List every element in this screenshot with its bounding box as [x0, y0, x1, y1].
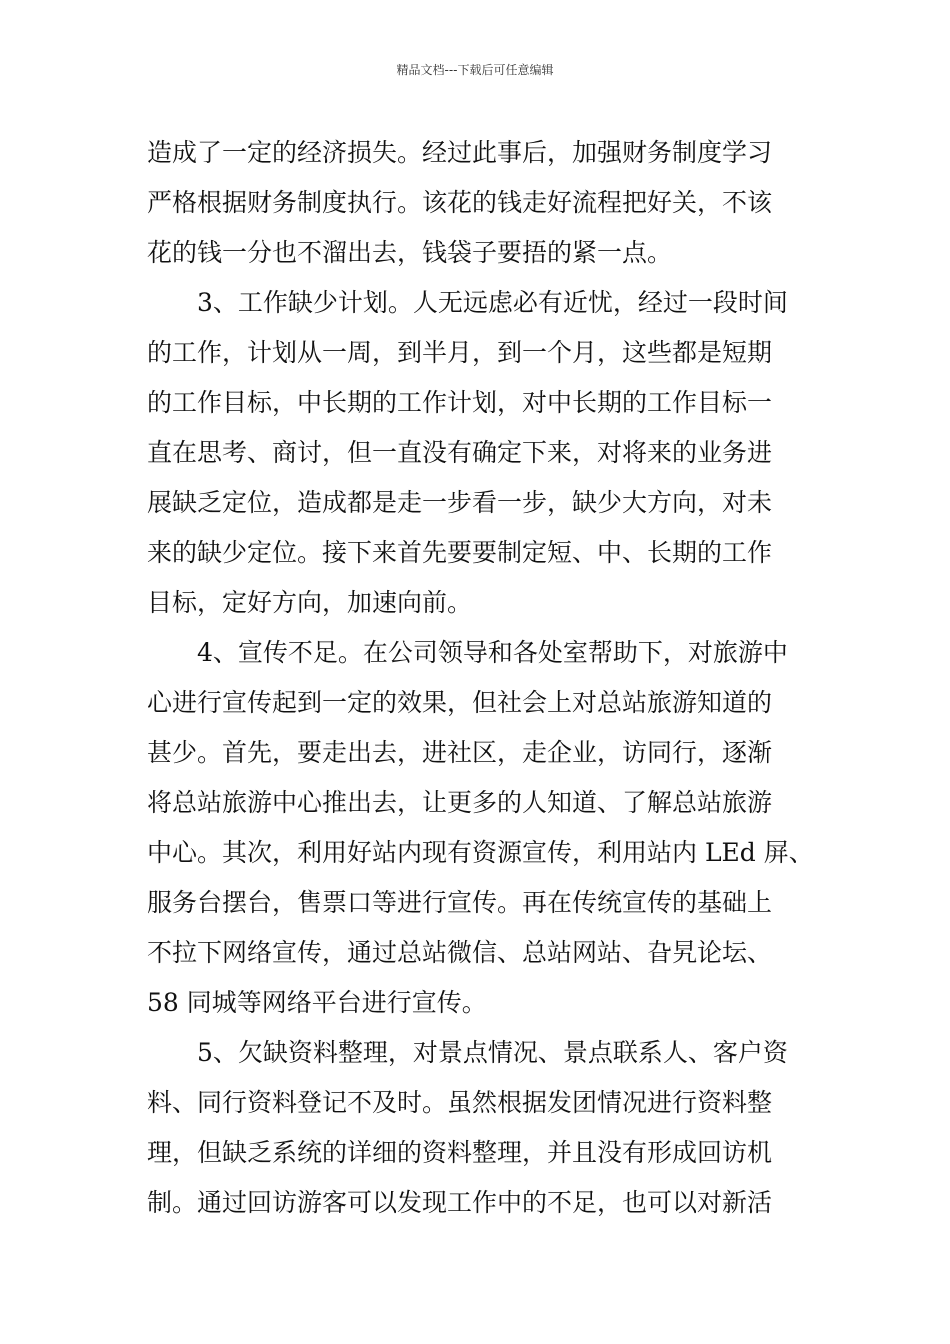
paragraph-first-line: 5、欠缺资料整理，对景点情况、景点联系人、客户资: [197, 1038, 788, 1067]
paragraph-first-line: 3、工作缺少计划。人无远虑必有近忧，经过一段时间: [197, 288, 788, 317]
text-line: 心进行宣传起到一定的效果，但社会上对总站旅游知道的: [147, 688, 773, 717]
text-line: 严格根据财务制度执行。该花的钱走好流程把好关，不该: [147, 188, 773, 217]
text-line: 理，但缺乏系统的详细的资料整理，并且没有形成回访机: [147, 1138, 773, 1167]
text-line: 花的钱一分也不溜出去，钱袋子要捂的紧一点。: [147, 238, 673, 267]
text-line: 展缺乏定位，造成都是走一步看一步，缺少大方向，对未: [147, 488, 773, 517]
text-line: 直在思考、商讨，但一直没有确定下来，对将来的业务进: [147, 438, 773, 467]
text-line: 的工作，计划从一周，到半月，到一个月，这些都是短期: [147, 338, 773, 367]
text-line: 不拉下网络宣传，通过总站微信、总站网站、旮旯论坛、: [147, 938, 773, 967]
text-line: 目标，定好方向，加速向前。: [147, 588, 473, 617]
text-line: 58 同城等网络平台进行宣传。: [147, 988, 487, 1017]
text-line: 服务台摆台，售票口等进行宣传。再在传统宣传的基础上: [147, 888, 773, 917]
document-body: [147, 128, 827, 1228]
paragraph-first-line: 4、宣传不足。在公司领导和各处室帮助下，对旅游中: [197, 638, 788, 667]
page-header: 精品文档---下载后可任意编辑: [396, 63, 554, 77]
text-line: 的工作目标，中长期的工作计划，对中长期的工作目标一: [147, 388, 773, 417]
text-line: 料、同行资料登记不及时。虽然根据发团情况进行资料整: [147, 1088, 773, 1117]
text-line: 造成了一定的经济损失。经过此事后，加强财务制度学习: [147, 138, 773, 167]
text-line: 中心。其次，利用好站内现有资源宣传，利用站内 LEd 屏、: [147, 838, 814, 867]
text-line: 制。通过回访游客可以发现工作中的不足，也可以对新活: [147, 1188, 773, 1217]
text-line: 甚少。首先，要走出去，进社区，走企业，访同行，逐渐: [147, 738, 773, 767]
text-line: 将总站旅游中心推出去，让更多的人知道、了解总站旅游: [147, 788, 773, 817]
text-line: 来的缺少定位。接下来首先要要制定短、中、长期的工作: [147, 538, 773, 567]
